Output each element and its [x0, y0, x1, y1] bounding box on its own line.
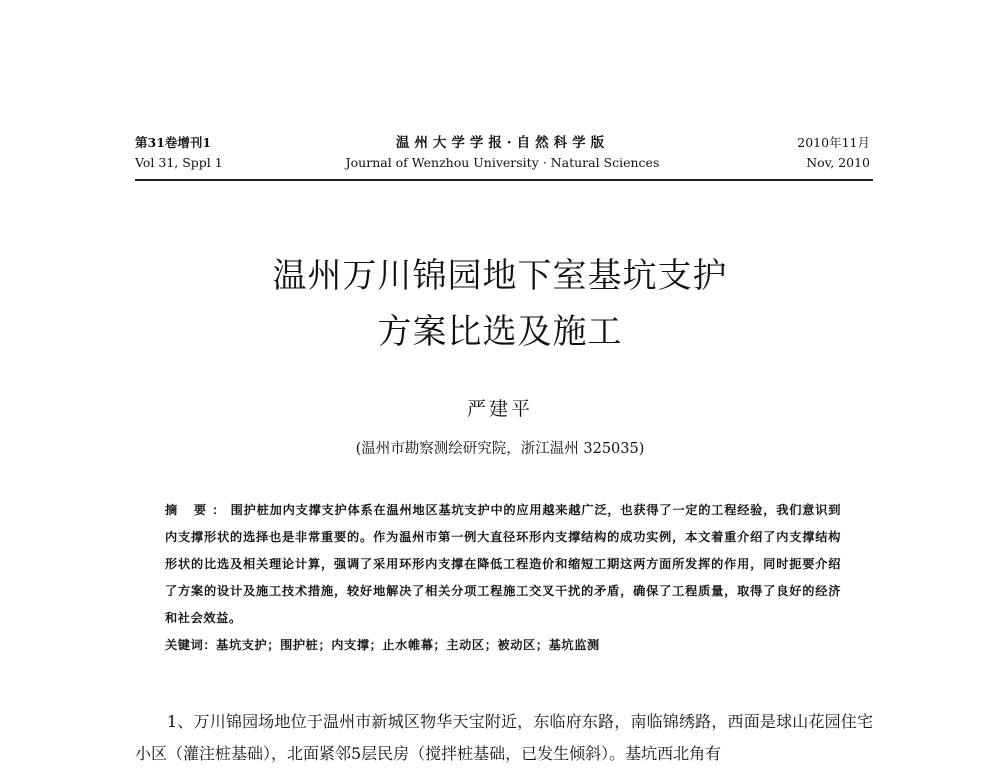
- title-line-1: 温州万川锦园地下室基坑支护: [272, 256, 728, 296]
- title-line-2: 方案比选及施工: [377, 312, 623, 352]
- journal-name-zh: 温州大学学报·自然科学版: [395, 135, 610, 151]
- abstract-label: 摘 要：: [165, 503, 231, 517]
- journal-header: [135, 133, 870, 181]
- volume-zh: 第31卷增刊1: [135, 135, 212, 150]
- header-rule: [135, 179, 873, 181]
- volume-en: Vol 31, Sppl 1: [135, 155, 223, 170]
- abstract: [165, 497, 841, 632]
- paper-title: [0, 248, 1000, 360]
- issue-date-zh: 2010年11月: [797, 135, 870, 150]
- abstract-text: 围护桩加内支撑支护体系在温州地区基坑支护中的应用越来越广泛，也获得了一定的工程经验，我们意识到内支撑形状的选择也是非常重要的。作为温州市第一例大直径环形内支撑结构的成功实例，本文着重介绍了内支撑结构形状的比选及相关理论计算，强调了采用环形内支撑在降低工程造价和缩短工期这两方面所发挥的作用，同时扼要介绍了方案的设计及施工技术措施，较好地解决了相关分项工程施工交叉干扰的矛盾，确保了工程质量，取得了良好的经济和社会效益。: [165, 503, 841, 625]
- keywords-text: 基坑支护；围护桩；内支撑；止水帷幕；主动区；被动区；基坑监测: [216, 638, 600, 652]
- issue-date: [797, 133, 870, 173]
- issue-date-en: Nov, 2010: [806, 155, 870, 170]
- body-paragraph: 1、万川锦园场地位于温州市新城区物华天宝附近，东临府东路，南临锦绣路，西面是球山花园住宅小区（灌注桩基础），北面紧邻5层民房（搅拌桩基础，已发生倾斜）。基坑西北角有: [135, 712, 873, 763]
- journal-name-en: Journal of Wenzhou University · Natural Sciences: [345, 155, 660, 170]
- keywords: [165, 632, 841, 659]
- keywords-label: 关键词：: [165, 638, 217, 652]
- journal-name: [135, 133, 870, 173]
- author-name: 严建平: [466, 398, 533, 420]
- author-affiliation: (温州市勘察测绘研究院，浙江温州 325035): [355, 441, 645, 457]
